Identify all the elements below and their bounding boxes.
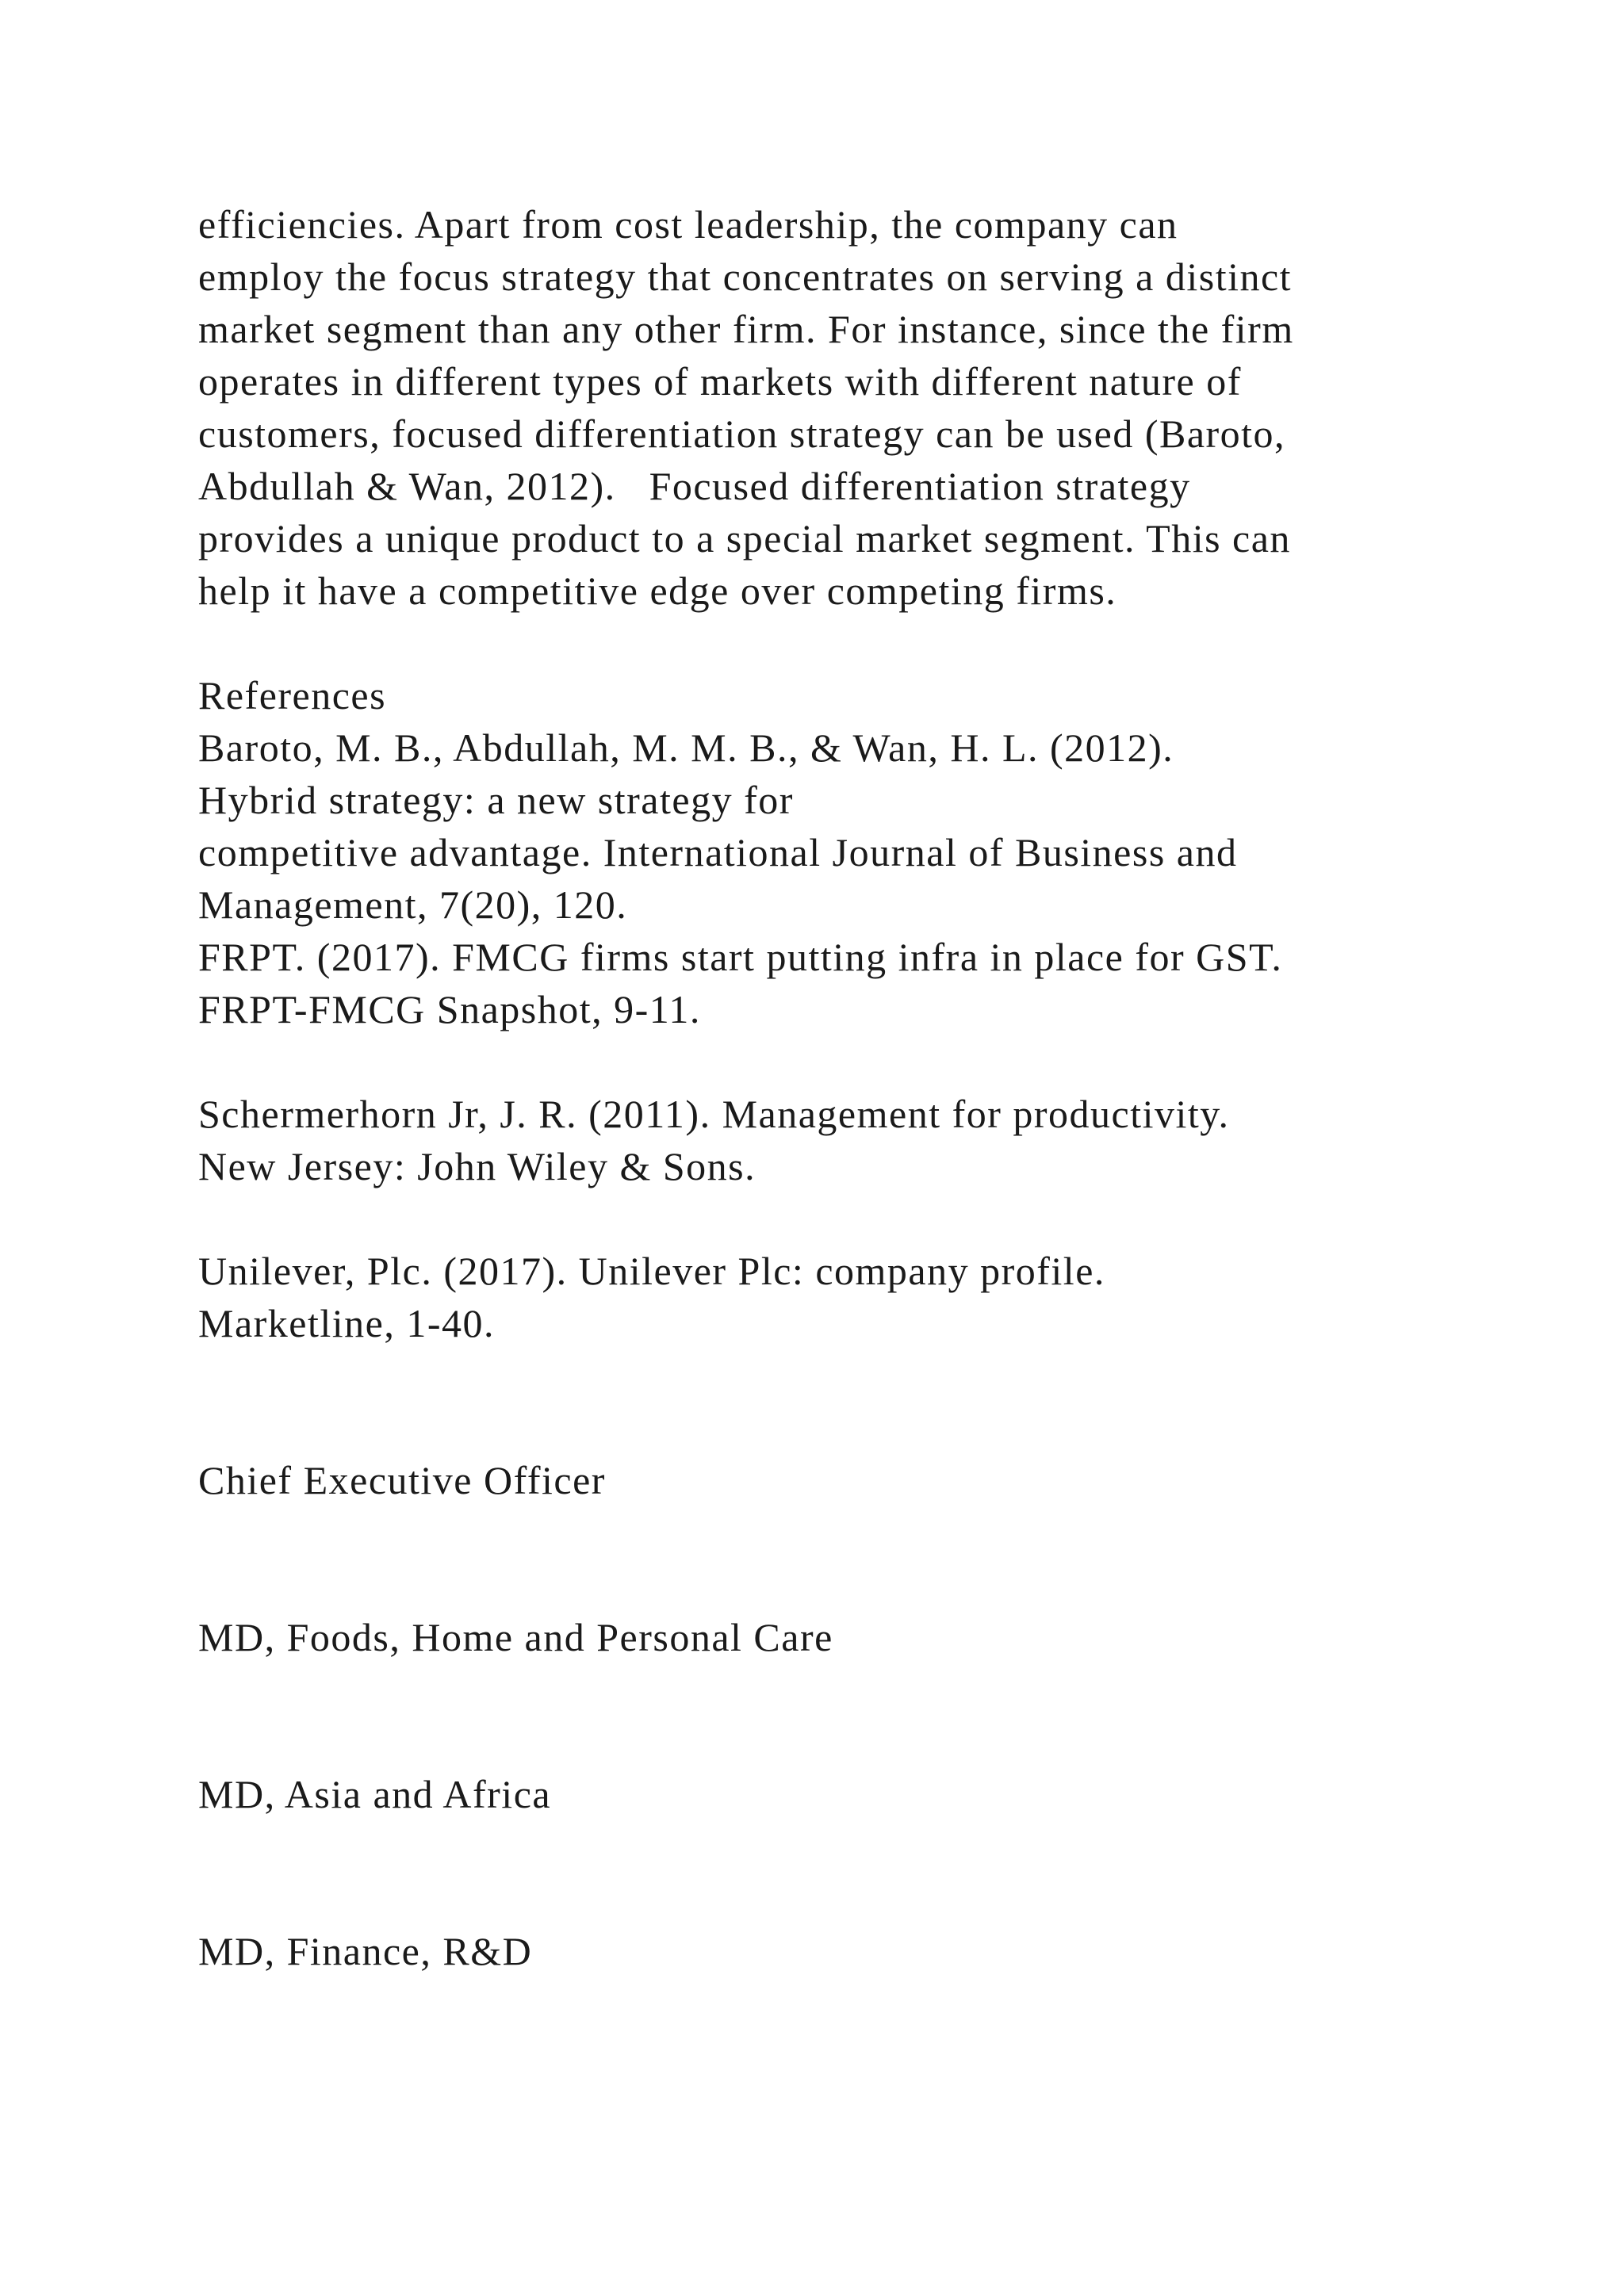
org-title-md-asia-africa: MD, Asia and Africa — [198, 1772, 552, 1816]
reference-line: Hybrid strategy: a new strategy for — [198, 778, 794, 822]
paragraph-line: operates in different types of markets with different nature of — [198, 359, 1242, 404]
paragraph-line: employ the focus strategy that concentrates on serving a distinct — [198, 254, 1293, 299]
reference-line: New Jersey: John Wiley & Sons. — [198, 1144, 756, 1188]
paragraph-line: Abdullah & Wan, 2012). Focused differentiation strategy — [198, 464, 1191, 508]
reference-line: FRPT-FMCG Snapshot, 9-11. — [198, 987, 701, 1031]
reference-line: competitive advantage. International Journal of Business and — [198, 830, 1238, 874]
reference-line: Management, 7(20), 120. — [198, 882, 628, 927]
reference-line: FRPT. (2017). FMCG firms start putting infra in place for GST. — [198, 935, 1283, 979]
org-title-md-finance: MD, Finance, R&D — [198, 1929, 533, 1973]
org-title-md-foods: MD, Foods, Home and Personal Care — [198, 1615, 833, 1659]
reference-line: Marketline, 1-40. — [198, 1301, 496, 1345]
paragraph-line: help it have a competitive edge over competing firms. — [198, 568, 1117, 613]
reference-line: Unilever, Plc. (2017). Unilever Plc: company profile. — [198, 1249, 1105, 1293]
references-heading: References — [198, 673, 387, 718]
reference-line: Schermerhorn Jr, J. R. (2011). Management for productivity. — [198, 1092, 1230, 1136]
paragraph-line: customers, focused differentiation strategy can be used (Baroto, — [198, 411, 1286, 456]
paragraph-line: market segment than any other firm. For instance, since the firm — [198, 307, 1294, 351]
reference-line: Baroto, M. B., Abdullah, M. M. B., & Wan, H. L. (2012). — [198, 725, 1174, 770]
paragraph-line: provides a unique product to a special market segment. This can — [198, 516, 1291, 561]
paragraph-line: efficiencies. Apart from cost leadership, the company can — [198, 202, 1178, 247]
org-title-ceo: Chief Executive Officer — [198, 1458, 606, 1502]
